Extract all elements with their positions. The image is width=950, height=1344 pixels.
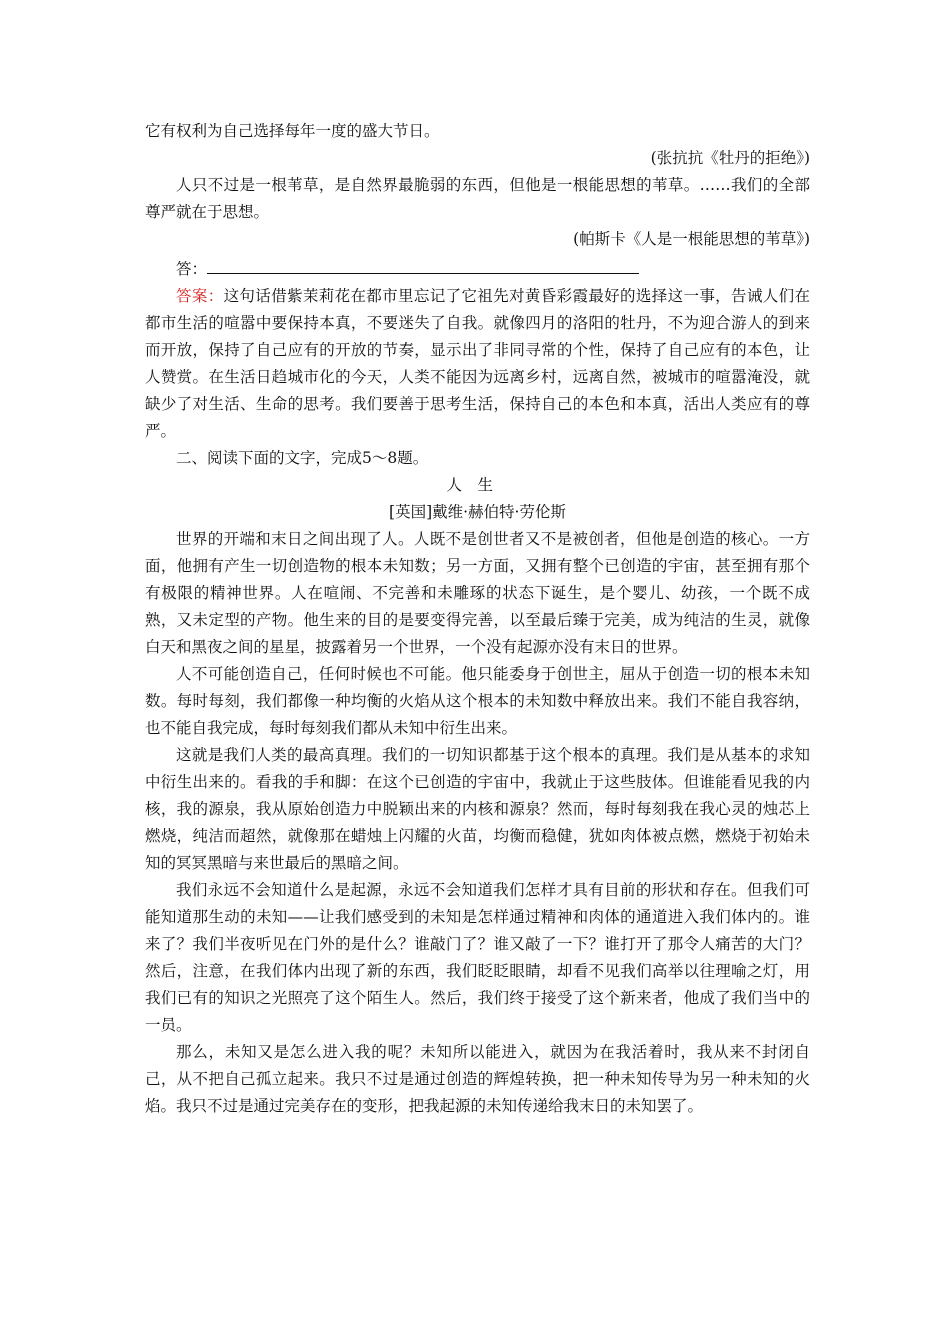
article-paragraph: 我们永远不会知道什么是起源，永远不会知道我们怎样才具有目前的形状和存在。但我们可能知道那生动的未知——让我们感受到的未知是怎样通过精神和肉体的通道进入我们体内的。谁来了？我们半夜听见在门外的是什么？谁敲门了？谁又敲了一下？谁打开了那令人痛苦的大门？然后，注意，在我们体内出现了新的东西，我们眨眨眼睛，却看不见我们高举以往理喻之灯，用我们已有的知识之光照亮了这个陌生人。然后，我们终于接受了这个新来者，他成了我们当中的一员。	[145, 881, 810, 1034]
answer-prompt-line	[145, 253, 810, 283]
answer-text: 这句话借紫茉莉花在都市里忘记了它祖先对黄昏彩霞最好的选择这一事，告诫人们在都市生活的喧嚣中要保持本真，不要迷失了自我。就像四月的洛阳的牡丹，不为迎合游人的到来而开放，保持了自己应有的开放的节奏，显示出了非同寻常的个性，保持了自己应有的本色，让人赞赏。在生活日趋城市化的今天，人类不能因为远离乡村，远离自然，被城市的喧嚣淹没，就缺少了对生活、生命的思考。我们要善于思考生活，保持自己的本色和本真，活出人类应有的尊严。	[145, 287, 810, 440]
section-heading: 二、阅读下面的文字，完成5～8题。	[176, 449, 429, 467]
text-line: 它有权利为自己选择每年一度的盛大节日。	[145, 122, 440, 140]
article-paragraph: 这就是我们人类的最高真理。我们的一切知识都基于这个根本的真理。我们是从基本的求知中衍生出来的。看我的手和脚：在这个已创造的宇宙中，我就止于这些肢体。但谁能看见我的内核，我的源泉，我从原始创造力中脱颖出来的内核和源泉？然而，每时每刻我在我心灵的烛芯上燃烧，纯洁而超然，就像那在蜡烛上闪耀的火苗，均衡而稳健，犹如肉体被点燃，燃烧于初始未知的冥冥黑暗与来世最后的黑暗之间。	[145, 746, 810, 872]
document-page	[145, 118, 810, 1120]
answer-blank[interactable]	[207, 253, 639, 274]
article-paragraph: 世界的开端和末日之间出现了人。人既不是创世者又不是被创者，但他是创造的核心。一方面，他拥有产生一切创造物的根本未知数；另一方面，又拥有整个已创造的宇宙，甚至拥有那个有极限的精神世界。人在喧闹、不完善和未雕琢的状态下诞生，是个婴儿、幼孩，一个既不成熟，又未定型的产物。他生来的目的是要变得完善，以至最后臻于完美，成为纯洁的生灵，就像白天和黑夜之间的星星，披露着另一个世界，一个没有起源亦没有末日的世界。	[145, 530, 810, 656]
quote-paragraph: 人只不过是一根苇草，是自然界最脆弱的东西，但他是一根能思想的苇草。……我们的全部尊严就在于思想。	[145, 176, 810, 221]
article-paragraph: 人不可能创造自己，任何时候也不可能。他只能委身于创世主，屈从于创造一切的根本未知数。每时每刻，我们都像一种均衡的火焰从这个根本的未知数中释放出来。我们不能自我容纳，也不能自我完成，每时每刻我们都从未知中衍生出来。	[145, 665, 810, 737]
article-author: [英国]戴维·赫伯特·劳伦斯	[389, 503, 566, 521]
source-citation: (张抗抗《牡丹的拒绝》)	[650, 149, 810, 167]
answer-label: 答案：	[176, 287, 224, 305]
answer-prompt: 答：	[176, 260, 208, 278]
article-paragraph: 那么，未知又是怎么进入我的呢？未知所以能进入，就因为在我活着时，我从来不封闭自己，从不把自己孤立起来。我只不过是通过创造的辉煌转换，把一种未知传导为另一种未知的火焰。我只不过是通过完美存在的变形，把我起源的未知传递给我末日的未知罢了。	[145, 1043, 810, 1115]
article-title: 人生	[446, 476, 509, 494]
source-citation: (帕斯卡《人是一根能思想的苇草》)	[573, 230, 810, 248]
answer-paragraph	[145, 283, 810, 445]
